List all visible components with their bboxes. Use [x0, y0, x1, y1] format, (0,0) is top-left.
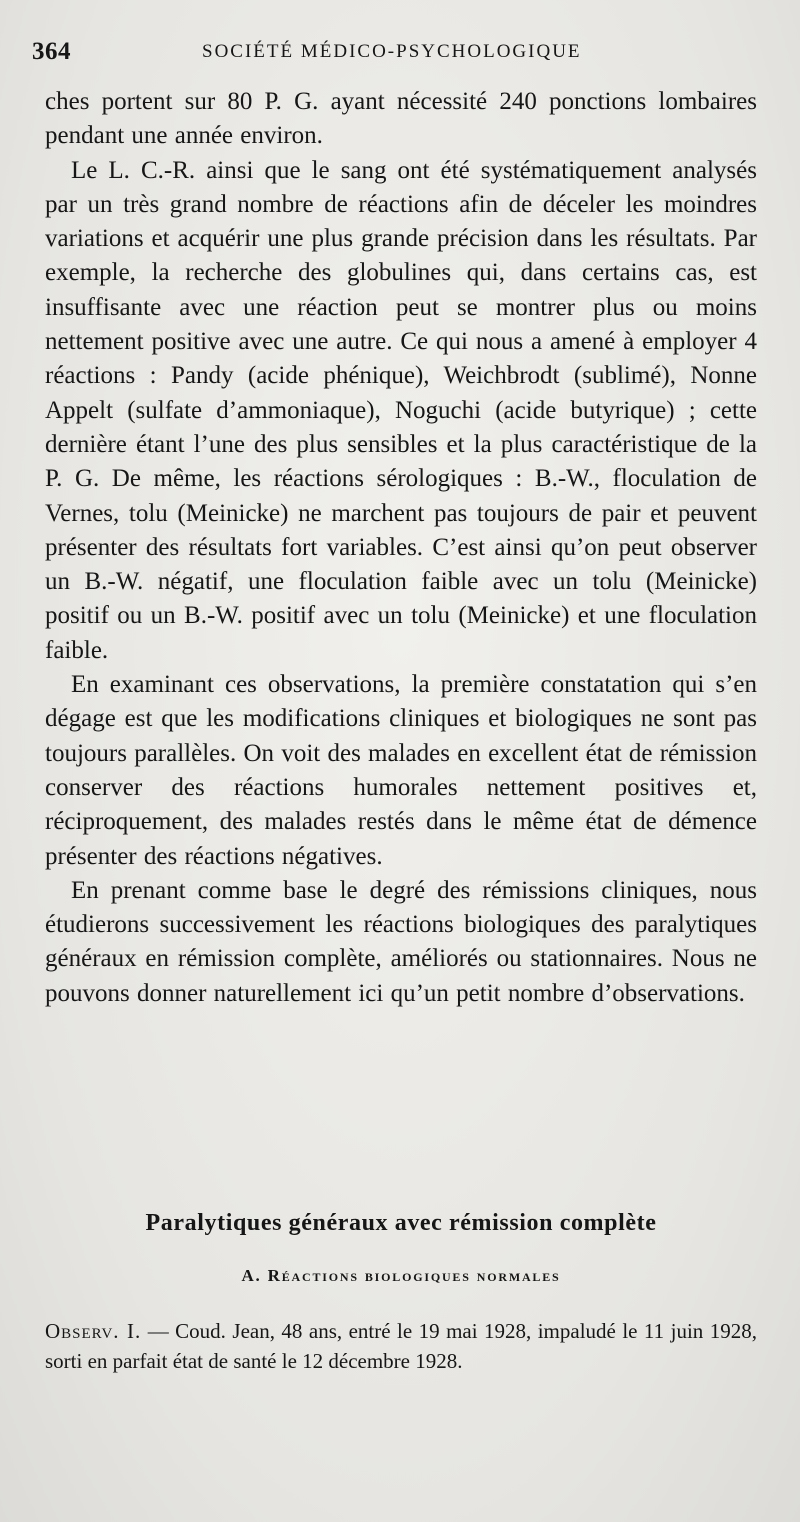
paragraph-4: En prenant comme base le degré des rémissions cliniques, nous étudierons successivement les réactions biologiques des paralytiques généraux en rémission complète, améliorés ou stationnaires. Nous ne pouvons donner naturellement ici qu’un petit nombre d’observations. — [45, 876, 757, 1007]
sub-heading — [45, 1266, 757, 1286]
page-number: 364 — [32, 38, 71, 65]
running-title: SOCIÉTÉ MÉDICO-PSYCHOLOGIQUE — [202, 41, 582, 62]
section-heading: Paralytiques généraux avec rémission complète — [145, 1210, 657, 1236]
paragraph-2: Le L. C.-R. ainsi que le sang ont été systématiquement analysés par un très grand nombre de réactions afin de déceler les moindres variations et acquérir une plus grande précision dans les résultats. Par exemple, la recherche des globulines qui, dans certains cas, est insuffisante avec une réaction peut se montrer plus ou moins nettement positive avec une autre. Ce qui nous a amené à employer 4 réactions : Pandy (acide phénique), Weichbrodt (sublimé), Nonne Appelt (sulfate d’ammoniaque), Noguchi (acide butyrique) ; cette dernière étant l’une des plus sensibles et la plus caractéristique de la P. G. De même, les réactions sérologiques : B.-W., floculation de Vernes, tolu (Meinicke) ne marchent pas toujours de pair et peuvent présenter des résultats fort variables. C’est ainsi qu’on peut observer un B.-W. négatif, une floculation faible avec un tolu (Meinicke) positif ou un B.-W. positif avec un tolu (Meinicke) et une floculation faible. — [45, 156, 757, 664]
observation-text: — Coud. Jean, 48 ans, entré le 19 mai 1928, impaludé le 11 juin 1928, sorti en parfait état de santé le 12 décembre 1928. — [45, 1319, 757, 1373]
observation-label: Observ. I. — [45, 1319, 142, 1343]
paragraph-3: En examinant ces observations, la première constatation qui s’en dégage est que les modifications cliniques et biologiques ne sont pas toujours parallèles. On voit des malades en excellent état de rémission conserver des réactions humorales nettement positives et, réciproquement, des malades restés dans le même état de démence présenter des réactions négatives. — [45, 671, 757, 870]
sub-heading-label: A. Réactions biologiques normales — [241, 1266, 561, 1285]
paragraph-1: ches portent sur 80 P. G. ayant nécessité 240 ponctions lombaires pendant une année environ. — [45, 88, 757, 150]
body-text — [45, 85, 757, 1011]
page-header — [32, 38, 752, 72]
observation-1 — [45, 1316, 757, 1376]
